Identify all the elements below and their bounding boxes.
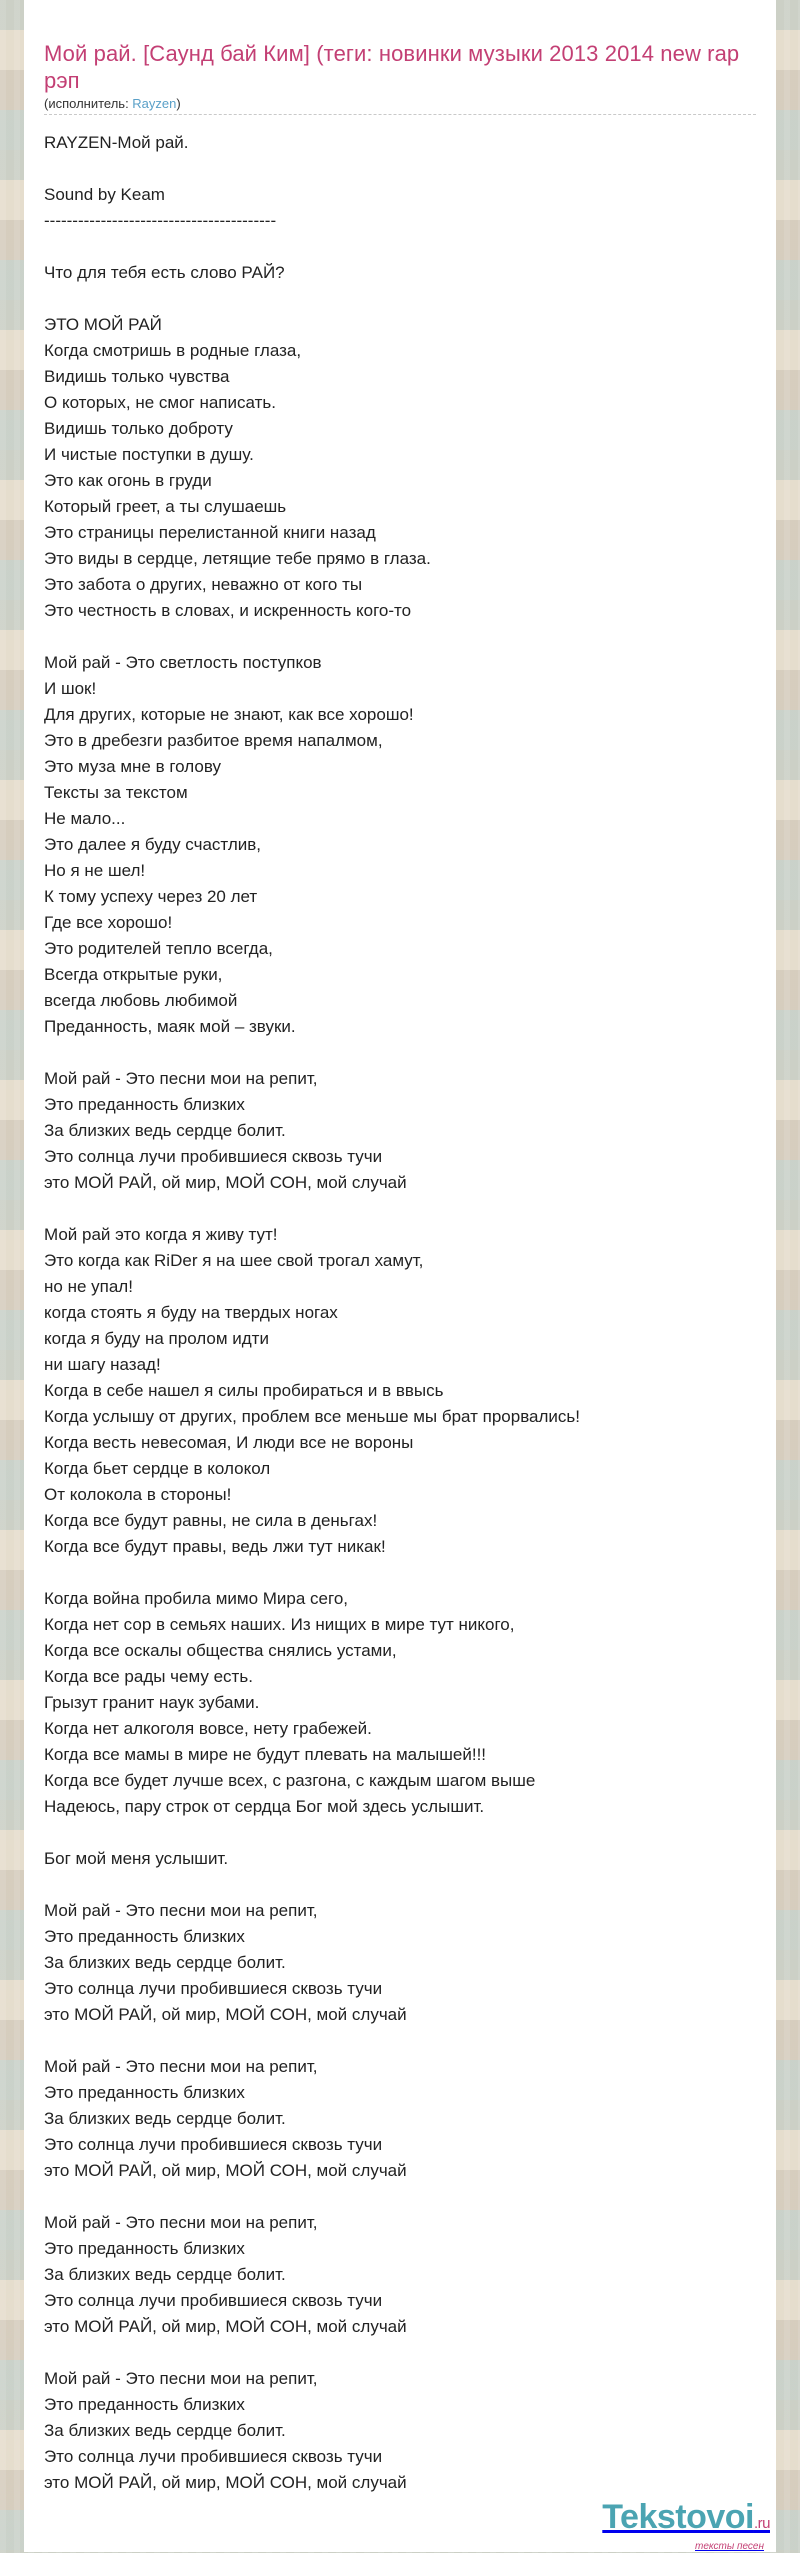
lyric-line: Когда услышу от других, проблем все меньше мы брат прорвались! — [44, 1407, 580, 1426]
lyric-line: Это солнца лучи пробившиеся сквозь тучи — [44, 2291, 383, 2310]
lyric-line: ЭТО МОЙ РАЙ — [44, 315, 162, 334]
stanza-break — [44, 156, 756, 182]
lyric-line: Мой рай - Это светлость поступков — [44, 653, 322, 672]
lyric-line: Что для тебя есть слово РАЙ? — [44, 263, 285, 282]
lyric-line: Это муза мне в голову — [44, 757, 221, 776]
stanza-break — [44, 1560, 756, 1586]
lyric-line: Надеюсь, пару строк от сердца Бог мой здесь услышит. — [44, 1797, 485, 1816]
stanza-break — [44, 1040, 756, 1066]
lyric-line: ----------------------------------------- — [44, 211, 277, 230]
lyric-line: За близких ведь сердце болит. — [44, 2265, 286, 2284]
logo-wordmark — [550, 2498, 770, 2543]
lyric-line: Когда все рады чему есть. — [44, 1667, 253, 1686]
artist-link[interactable]: Rayzen — [132, 96, 177, 111]
lyric-line: когда я буду на пролом идти — [44, 1329, 269, 1348]
logo-tagline: тексты песен — [695, 2541, 764, 2552]
lyric-line: Когда бьет сердце в колокол — [44, 1459, 271, 1478]
lyric-line: Видишь только чувства — [44, 367, 230, 386]
lyric-line: Это солнца лучи пробившиеся сквозь тучи — [44, 1147, 383, 1166]
lyric-line: Мой рай - Это песни мои на репит, — [44, 2213, 318, 2232]
lyric-line: это МОЙ РАЙ, ой мир, МОЙ СОН, мой случай — [44, 2161, 407, 2180]
lyric-line: Когда все оскалы общества снялись устами, — [44, 1641, 397, 1660]
stanza-break — [44, 2028, 756, 2054]
stanza-break — [44, 234, 756, 260]
lyric-line: Где все хорошо! — [44, 913, 173, 932]
lyric-line: Мой рай - Это песни мои на репит, — [44, 2369, 318, 2388]
stanza-break — [44, 1820, 756, 1846]
lyrics-page — [24, 0, 776, 2552]
lyric-line: RAYZEN-Мой рай. — [44, 133, 189, 152]
lyric-line: Грызут гранит наук зубами. — [44, 1693, 260, 1712]
lyric-line: это МОЙ РАЙ, ой мир, МОЙ СОН, мой случай — [44, 2473, 407, 2492]
lyric-line: Бог мой меня услышит. — [44, 1849, 229, 1868]
lyric-line: Когда все будут равны, не сила в деньгах! — [44, 1511, 378, 1530]
artist-prefix: (исполнитель: — [44, 96, 133, 111]
lyric-line: Когда весть невесомая, И люди все не вороны — [44, 1433, 414, 1452]
lyric-line: Когда в себе нашел я силы пробираться и в ввысь — [44, 1381, 444, 1400]
lyric-line: Мой рай - Это песни мои на репит, — [44, 1069, 318, 1088]
lyric-line: Это честность в словах, и искренность кого-то — [44, 601, 412, 620]
lyric-line: Преданность, маяк мой – звуки. — [44, 1017, 296, 1036]
stanza-break — [44, 1196, 756, 1222]
lyrics-body — [44, 130, 756, 2496]
lyric-line: Это преданность близких — [44, 2083, 245, 2102]
lyric-line: Который греет, а ты слушаешь — [44, 497, 287, 516]
lyric-line: это МОЙ РАЙ, ой мир, МОЙ СОН, мой случай — [44, 2317, 407, 2336]
lyric-line: Это когда как RiDer я на шее свой трогал хамут, — [44, 1251, 424, 1270]
artist-suffix: ) — [176, 96, 181, 111]
lyric-line: это МОЙ РАЙ, ой мир, МОЙ СОН, мой случай — [44, 1173, 407, 1192]
lyric-line: Это преданность близких — [44, 2395, 245, 2414]
lyric-line: Но я не шел! — [44, 861, 146, 880]
lyric-line: Это солнца лучи пробившиеся сквозь тучи — [44, 2135, 383, 2154]
lyric-line: Мой рай это когда я живу тут! — [44, 1225, 278, 1244]
lyric-line: Sound by Keam — [44, 185, 165, 204]
lyric-line: От колокола в стороны! — [44, 1485, 232, 1504]
lyric-line: ни шагу назад! — [44, 1355, 161, 1374]
lyric-line: Тексты за текстом — [44, 783, 188, 802]
lyric-line: К тому успеху через 20 лет — [44, 887, 258, 906]
lyric-line: это МОЙ РАЙ, ой мир, МОЙ СОН, мой случай — [44, 2005, 407, 2024]
lyric-line: Это страницы перелистанной книги назад — [44, 523, 376, 542]
stanza-break — [44, 624, 756, 650]
lyric-line: всегда любовь любимой — [44, 991, 238, 1010]
site-logo[interactable] — [550, 2498, 770, 2550]
lyric-line: Когда смотришь в родные глаза, — [44, 341, 302, 360]
lyric-line: За близких ведь сердце болит. — [44, 1953, 286, 1972]
lyric-line: И шок! — [44, 679, 97, 698]
lyric-line: Когда все мамы в мире не будут плевать на малышей!!! — [44, 1745, 487, 1764]
lyric-line: Это солнца лучи пробившиеся сквозь тучи — [44, 1979, 383, 1998]
lyric-line: Когда нет сор в семьях наших. Из нищих в мире тут никого, — [44, 1615, 515, 1634]
lyric-line: Когда все будет лучше всех, с разгона, с каждым шагом выше — [44, 1771, 536, 1790]
lyric-line: когда стоять я буду на твердых ногах — [44, 1303, 338, 1322]
stanza-break — [44, 2184, 756, 2210]
lyric-line: Это солнца лучи пробившиеся сквозь тучи — [44, 2447, 383, 2466]
logo-name: Tekstovoi — [602, 2498, 754, 2536]
lyric-line: Это в дребезги разбитое время напалмом, — [44, 731, 383, 750]
lyric-line: О которых, не смог написать. — [44, 393, 276, 412]
lyric-line: Это преданность близких — [44, 2239, 245, 2258]
lyric-line: Это виды в сердце, летящие тебе прямо в глаза. — [44, 549, 431, 568]
logo-tld: .ru — [753, 2515, 770, 2532]
stanza-break — [44, 1872, 756, 1898]
stanza-break — [44, 286, 756, 312]
lyric-line: Не мало... — [44, 809, 126, 828]
lyric-line: но не упал! — [44, 1277, 133, 1296]
lyric-line: Это родителей тепло всегда, — [44, 939, 273, 958]
lyric-line: Для других, которые не знают, как все хорошо! — [44, 705, 414, 724]
lyric-line: Это забота о других, неважно от кого ты — [44, 575, 363, 594]
lyric-line: Это преданность близких — [44, 1095, 245, 1114]
lyric-line: Всегда открытые руки, — [44, 965, 223, 984]
lyric-line: Это преданность близких — [44, 1927, 245, 1946]
lyric-line: И чистые поступки в душу. — [44, 445, 254, 464]
lyric-line: Видишь только доброту — [44, 419, 233, 438]
stanza-break — [44, 2340, 756, 2366]
lyric-line: Мой рай - Это песни мои на репит, — [44, 2057, 318, 2076]
artist-line — [44, 96, 756, 115]
lyric-line: Когда война пробила мимо Мира сего, — [44, 1589, 348, 1608]
lyric-line: За близких ведь сердце болит. — [44, 2109, 286, 2128]
lyric-line: Когда все будут правы, ведь лжи тут никак! — [44, 1537, 386, 1556]
lyric-line: Это как огонь в груди — [44, 471, 212, 490]
lyric-line: Когда нет алкоголя вовсе, нету грабежей. — [44, 1719, 372, 1738]
page-title: Мой рай. [Саунд бай Ким] (теги: новинки музыки 2013 2014 new rap рэп — [44, 41, 740, 93]
lyric-line: За близких ведь сердце болит. — [44, 1121, 286, 1140]
lyric-line: Мой рай - Это песни мои на репит, — [44, 1901, 318, 1920]
lyric-line: За близких ведь сердце болит. — [44, 2421, 286, 2440]
lyric-line: Это далее я буду счастлив, — [44, 835, 261, 854]
